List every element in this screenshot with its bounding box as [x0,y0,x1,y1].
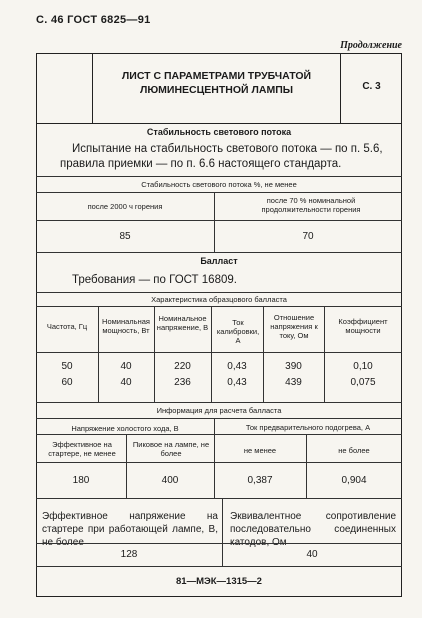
calc-table-title: Информация для расчета балласта [156,406,282,415]
page-header: С. 46 ГОСТ 6825—91 [36,14,151,26]
calc-sub-starter: Эффективное на стартере, не менее [48,440,116,458]
continuation-label: Продолжение [340,40,402,51]
divider [36,292,402,293]
divider [36,352,402,353]
ballast-col-power: Номинальная мощность, Вт [102,317,150,335]
calc-sub-peak: Пиковое на лампе, не более [132,440,210,458]
table-cell: 0,904 [341,475,367,486]
flux-col1: после 2000 ч горения [87,202,163,211]
table-cell: 40 [120,361,132,372]
table-cell: 60 [61,377,73,388]
divider [36,402,402,403]
divider [36,543,402,544]
ballast-col-freq: Частота, Гц [46,322,88,331]
sheet-title: ЛИСТ С ПАРАМЕТРАМИ ТРУБЧАТОЙ ЛЮМИНЕСЦЕНТНОЙ ЛАМПЫ [121,70,312,96]
ballast-table-title: Характеристика образцового балласта [151,295,287,304]
table-cell: 390 [285,361,302,372]
calc-group-current: Ток предварительного подогрева, А [245,423,371,432]
divider [36,192,402,193]
divider [36,220,402,221]
divider [36,418,402,419]
calc-group-voltage: Напряжение холостого хода, В [71,424,179,433]
divider [36,566,402,567]
divider [36,123,402,124]
divider [126,434,127,498]
divider [214,192,215,252]
table-cell: 180 [72,475,90,486]
divider [36,434,402,435]
flux-heading: Стабильность светового потока [146,127,292,137]
divider [36,252,402,253]
table-cell: 0,43 [227,361,247,372]
ballast-col-ratio: Отношение напряжения к току, Ом [270,313,318,340]
equiv-resistance-value: 40 [306,549,318,560]
flux-val2: 70 [302,231,314,242]
divider [306,434,307,498]
footer-code: 81—МЭК—1315—2 [176,576,262,587]
table-cell: 0,10 [353,361,373,372]
table-cell: 439 [285,377,302,388]
ballast-text: Требования — по ГОСТ 16809. [72,274,237,286]
ballast-col-current: Ток калибровки, А [216,318,260,345]
calc-sub-max: не более [338,446,370,455]
ballast-col-pf: Коэффициент мощности [338,317,388,335]
flux-col2: после 70 % номинальной продолжительности горения [261,196,361,214]
eff-voltage-label: Эффективное напряжение на стартере при работающей лампе, В, [42,511,218,535]
divider [36,462,402,463]
table-cell: 0,075 [350,377,376,388]
title-block [36,53,402,123]
equiv-resistance-label: Эквивалентное сопротивление последовательно соединенных [230,511,396,535]
divider [36,306,402,307]
table-cell: 0,387 [247,475,273,486]
divider [36,498,402,499]
calc-sub-min: не менее [243,446,277,455]
eff-voltage-value: 128 [120,549,138,560]
table-cell: 50 [61,361,73,372]
ballast-heading: Балласт [200,256,238,266]
table-cell: 0,43 [227,377,247,388]
table-cell: 40 [120,377,132,388]
ballast-col-voltage: Номинальное напряжение, В [156,314,209,332]
sheet-code: С. 3 [362,81,381,92]
table-cell: 400 [161,475,179,486]
flux-text: Испытание на стабильность светового потока — по п. 5.6, правила приемки — по п. 6.6 настоящего стандарта. [60,143,383,170]
flux-table-title: Стабильность светового потока %, не менее [141,180,297,189]
flux-val1: 85 [119,231,131,242]
divider [36,176,402,177]
table-cell: 220 [174,361,191,372]
table-cell: 236 [174,377,191,388]
